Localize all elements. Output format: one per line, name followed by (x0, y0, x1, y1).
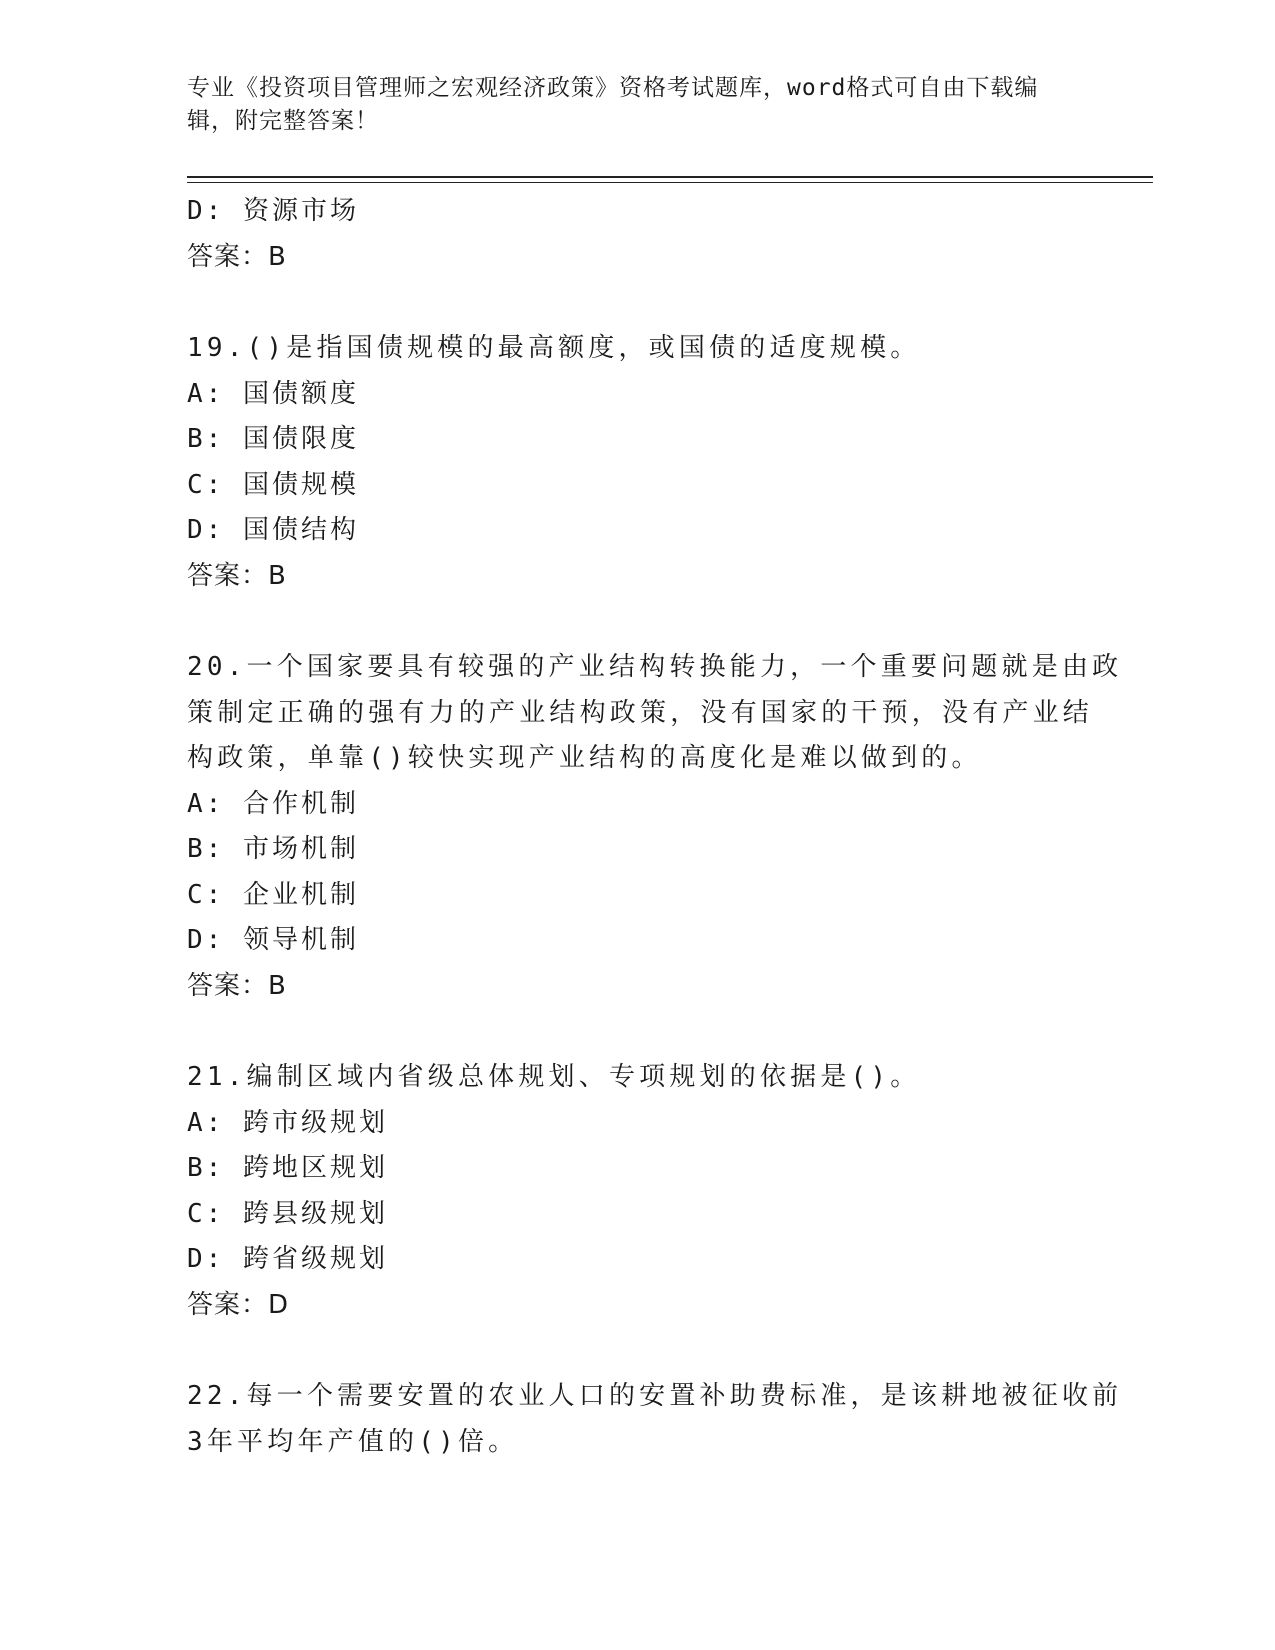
question-stem-line: 20.一个国家要具有较强的产业结构转换能力，一个重要问题就是由政 (187, 652, 1123, 682)
header-divider-thin (187, 182, 1153, 183)
question-stem-line: 19.()是指国债规模的最高额度，或国债的适度规模。 (187, 333, 921, 363)
question-stem-line: 策制定正确的强有力的产业结构政策，没有国家的干预，没有产业结 (187, 697, 1094, 728)
option-a: A: 跨市级规划 (187, 1107, 388, 1138)
option-b: B: 市场机制 (187, 834, 359, 864)
option-d: D: 资源市场 (187, 196, 359, 226)
question-stem-line: 3年平均年产值的()倍。 (187, 1426, 519, 1457)
option-d: D: 国债结构 (187, 515, 359, 545)
question-stem-line: 22.每一个需要安置的农业人口的安置补助费标准，是该耕地被征收前 (187, 1381, 1123, 1411)
question-stem-line: 构政策，单靠()较快实现产业结构的高度化是难以做到的。 (187, 743, 982, 773)
question-stem (187, 1374, 1123, 1465)
header-line-1: 专业《投资项目管理师之宏观经济政策》资格考试题库，word格式可自由下载编 (187, 75, 1039, 101)
option-c: C: 企业机制 (187, 879, 359, 910)
question-22 (187, 1374, 1123, 1465)
question-stem (187, 645, 1123, 782)
header-line-2: 辑，附完整答案！ (187, 108, 379, 134)
question-stem (187, 326, 1087, 372)
option-d: D: 跨省级规划 (187, 1244, 388, 1274)
option-a: A: 合作机制 (187, 788, 359, 819)
question-stem-line: 21.编制区域内省级总体规划、专项规划的依据是()。 (187, 1062, 921, 1092)
option-d: D: 领导机制 (187, 925, 359, 955)
answer-line: 答案：D (187, 1289, 290, 1320)
question-spacer (187, 280, 1087, 326)
answer-line: 答案：B (187, 560, 287, 591)
question-list (187, 189, 1123, 1465)
option-a: A: 国债额度 (187, 378, 359, 409)
question-20 (187, 645, 1123, 1009)
answer-line: 答案：B (187, 970, 287, 1001)
question-19 (187, 326, 1087, 599)
option-c: C: 跨县级规划 (187, 1198, 388, 1229)
question-stem (187, 1055, 1087, 1101)
question-spacer (187, 1009, 1087, 1055)
option-b: B: 跨地区规划 (187, 1153, 388, 1183)
option-b: B: 国债限度 (187, 424, 359, 454)
document-header (187, 72, 1077, 138)
answer-line: 答案：B (187, 241, 287, 272)
question-21 (187, 1055, 1087, 1328)
header-divider-thick (187, 176, 1153, 178)
question-spacer (187, 1328, 1087, 1374)
option-c: C: 国债规模 (187, 469, 359, 500)
question-spacer (187, 599, 1087, 645)
question-18-tail (187, 189, 1087, 280)
